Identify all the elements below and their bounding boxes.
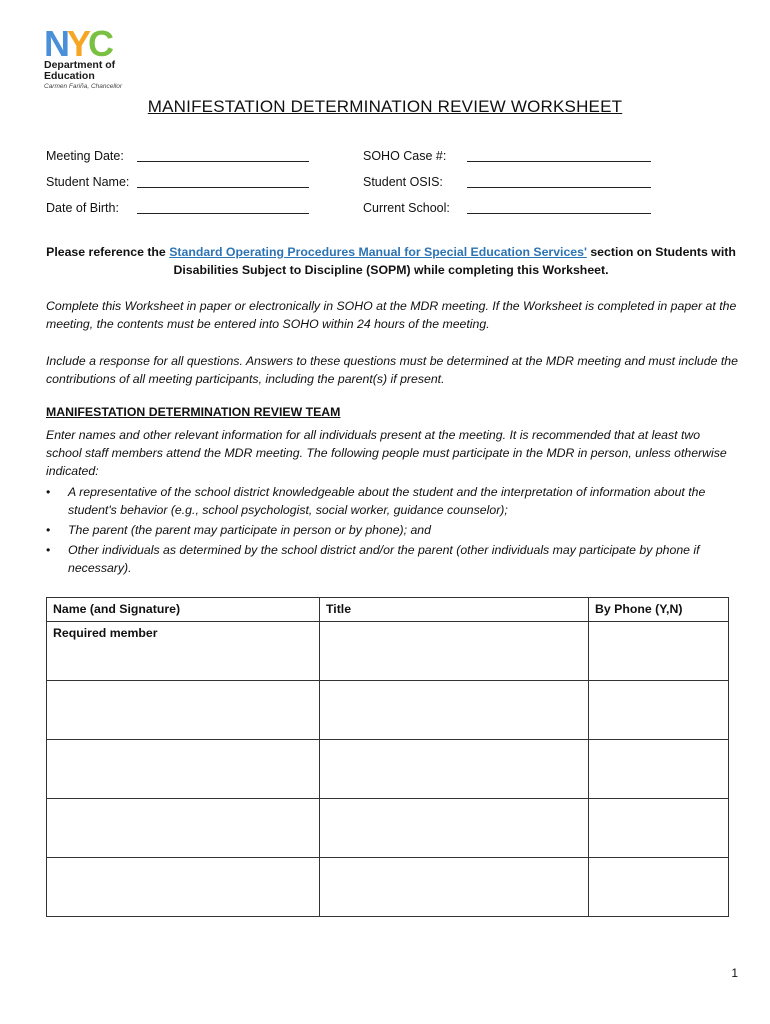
header-by-phone: By Phone (Y,N) [589, 598, 729, 622]
table-row [47, 799, 729, 858]
instructions-paragraph-1: Complete this Worksheet in paper or electronically in SOHO at the MDR meeting. If the Worksheet is completed in paper at the meeting, the contents must be entered into SOHO within 24 hours of the meeting. [46, 299, 737, 331]
student-name-label: Student Name: [46, 175, 130, 189]
table-row [47, 681, 729, 740]
student-osis-label: Student OSIS: [363, 175, 443, 189]
name-cell[interactable] [47, 858, 320, 917]
table-header-row [47, 598, 729, 622]
name-cell[interactable] [47, 681, 320, 740]
bullet-icon: • [46, 523, 51, 537]
logo-letter-y: Y [67, 28, 89, 58]
header-name: Name (and Signature) [47, 598, 320, 622]
name-cell[interactable] [47, 799, 320, 858]
by-phone-cell[interactable] [589, 681, 729, 740]
date-of-birth-field [46, 201, 119, 215]
bullet-icon: • [46, 543, 51, 557]
nyc-doe-logo [44, 28, 144, 90]
title-cell[interactable] [320, 681, 589, 740]
by-phone-cell[interactable] [589, 799, 729, 858]
soho-case-label: SOHO Case #: [363, 149, 447, 163]
sopm-manual-link[interactable]: Standard Operating Procedures Manual for Special Education Services' [169, 245, 587, 259]
logo-chancellor: Carmen Fariña, Chancellor [44, 83, 123, 90]
table-row [47, 622, 729, 681]
logo-letter-n: N [44, 28, 67, 58]
title-cell[interactable] [320, 799, 589, 858]
by-phone-cell[interactable] [589, 858, 729, 917]
meeting-date-field [46, 149, 124, 163]
page-number: 1 [731, 966, 738, 980]
title-cell[interactable] [320, 622, 589, 681]
student-name-field [46, 175, 129, 189]
svg-text:NYC [44, 28, 114, 58]
document-title: MANIFESTATION DETERMINATION REVIEW WORKSHEET [147, 97, 623, 116]
current-school-field [363, 201, 450, 215]
reference-note: Please reference the Standard Operating Procedures Manual for Special Education Services' section on Students with Disabilities Subject to Discipline (SOPM) while completing this Worksheet. [46, 245, 736, 277]
list-item: • The parent (the parent may participate in person or by phone); and [46, 523, 431, 537]
list-item: • Other individuals as determined by the school district and/or the parent (other individuals may participate by phone if necessary). [46, 543, 700, 575]
team-members-table [46, 597, 729, 917]
student-osis-field [363, 175, 443, 189]
current-school-label: Current School: [363, 201, 450, 215]
title-cell[interactable] [320, 858, 589, 917]
soho-case-field [363, 149, 446, 163]
title-cell[interactable] [320, 740, 589, 799]
header-title: Title [320, 598, 589, 622]
by-phone-cell[interactable] [589, 740, 729, 799]
table-row [47, 858, 729, 917]
team-intro: Enter names and other relevant information for all individuals present at the meeting. It is recommended that at least two school staff members attend the MDR meeting. The following people must participate in the MDR in person, unless otherwise indicated: [46, 428, 727, 478]
by-phone-cell[interactable] [589, 622, 729, 681]
list-item: • A representative of the school district knowledgeable about the student and the interpretation of information about the student's behavior (e.g., school psychologist, social worker, guidance counselor); [46, 485, 706, 517]
meeting-date-label: Meeting Date: [46, 149, 124, 163]
nyc-logo-letters [44, 28, 130, 58]
name-cell[interactable]: Required member [47, 622, 320, 681]
logo-department: Department of Education [44, 59, 116, 82]
instructions-paragraph-2: Include a response for all questions. Answers to these questions must be determined at the MDR meeting and must include the contributions of all meeting participants, including the parent(s) if present. [46, 354, 738, 386]
participant-requirements-list [46, 483, 740, 579]
bullet-icon: • [46, 485, 51, 499]
date-of-birth-label: Date of Birth: [46, 201, 119, 215]
table-row [47, 740, 729, 799]
name-cell[interactable] [47, 740, 320, 799]
team-heading: MANIFESTATION DETERMINATION REVIEW TEAM [46, 405, 341, 419]
logo-letter-c: C [88, 28, 112, 58]
